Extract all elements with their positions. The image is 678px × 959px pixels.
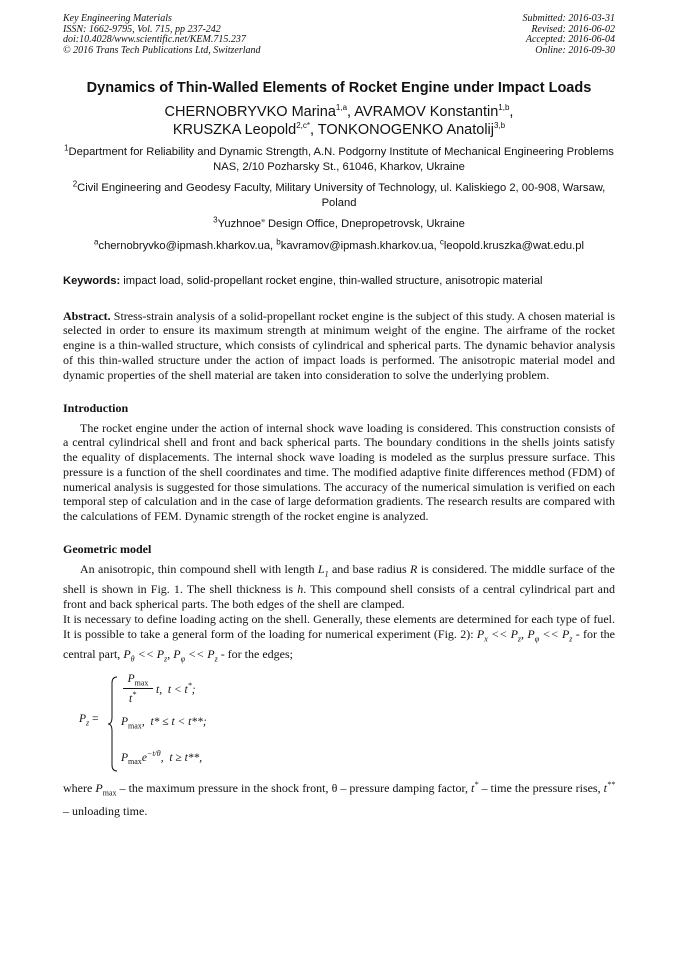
case2: $P_{max}$, t* ≤ t < t**; <box>121 716 207 731</box>
email-sup: a <box>94 236 99 246</box>
math-inline: $P_x << P_z$, $P_\varphi << P_z$ <box>476 626 573 644</box>
doi-line: doi:10.4028/www.scientific.net/KEM.715.237 <box>63 34 246 46</box>
abstract-label: Abstract. <box>63 308 111 323</box>
keywords-line <box>63 274 615 289</box>
paper-title: Dynamics of Thin-Walled Elements of Rocket Engine under Impact Loads <box>86 80 592 96</box>
text-run: - for the central part, <box>63 626 615 661</box>
email-sup: b <box>276 236 281 246</box>
fraction-bar <box>123 688 153 689</box>
pressure-formula <box>63 673 615 773</box>
text-run: It is necessary to define loading acting on the shell. Generally, these elements are determined for each type of fuel. It is possible to take a general form of the loading for numerical experiment (Fig. 2): <box>63 611 615 641</box>
math-symbol: h <box>297 582 304 597</box>
author-name: CHERNOBRYVKO Marina <box>164 103 336 120</box>
text-run: where <box>63 781 96 796</box>
author-name: TONKONOGENKO Anatolij <box>317 121 494 138</box>
paper-body <box>63 80 615 833</box>
formula-lhs: $P_z$ = <box>79 713 99 728</box>
journal-header-right <box>523 14 616 56</box>
section-heading-introduction: Introduction <box>63 400 129 415</box>
case1-cond-text: t < t <box>167 683 188 696</box>
geometric-model-paragraph-1 <box>63 562 615 612</box>
math-symbol: P <box>79 713 87 726</box>
text-run: – unloading time. <box>63 804 148 819</box>
author-separator: , <box>310 121 318 138</box>
author-affil-sup: 3,b <box>494 120 506 130</box>
math-subscript: z <box>86 718 90 728</box>
text-run: – the maximum pressure in the shock front, θ – pressure damping factor, <box>116 781 472 796</box>
text-run: is considered. The middle surface of the shell is shown in Fig. 1. The shell thickness is <box>63 562 615 597</box>
case1-denominator: t* <box>129 690 137 705</box>
math-symbol: P <box>121 751 129 764</box>
math-inline: $P_{max}$ <box>95 781 117 798</box>
author-separator: , <box>347 103 355 120</box>
author-affil-sup: 1,a <box>335 102 348 112</box>
author-list <box>63 103 615 139</box>
abstract-text: Stress-strain analysis of a solid-propellant rocket engine is the subject of this study. A chosen material is selected in order to ensure its maximum strength at minimum weight of the engine. The airframe of the rocket engine is a thin-walled structure, which consists of cylindrical and spherical parts. The dynamic behavior analysis of this thin-walled structure under the action of impact loads is performed. The anisotropic material model and dynamic properties of the shell material are taken into consideration to solve the underlying problem. <box>63 308 615 382</box>
text-run: An anisotropic, thin compound shell with length <box>80 562 318 577</box>
revised-date: Revised: 2016-06-02 <box>531 23 615 35</box>
affiliation-1 <box>63 142 615 175</box>
math-symbol: R <box>410 562 418 577</box>
author-name: AVRAMOV Konstantin <box>354 103 499 120</box>
affiliation-2 <box>63 181 615 211</box>
affiliation-sup: 1 <box>64 142 69 152</box>
case1-numerator <box>121 673 155 687</box>
accepted-date: Accepted: 2016-06-04 <box>525 34 615 46</box>
formula-explanation <box>63 775 615 821</box>
email-address[interactable]: kavramov@ipmash.kharkov.ua, <box>280 239 440 252</box>
online-date: Online: 2016-09-30 <box>535 44 615 56</box>
text-run: – time the pressure rises, <box>478 781 604 796</box>
affiliation-text: Yuzhnoe” Design Office, Dnepropetrovsk, Ukraine <box>217 218 465 231</box>
math-symbol: L <box>317 562 325 577</box>
math-subscript: max <box>134 678 149 688</box>
journal-header-left <box>63 14 261 56</box>
formula-brace <box>107 675 119 773</box>
case3: $P_{max}e^{-t/\theta}$, t ≥ t**, <box>121 749 203 767</box>
abstract-paragraph <box>63 309 615 383</box>
author-emails <box>63 236 615 254</box>
author-separator: , <box>509 103 514 120</box>
affiliation-sup: 2 <box>72 179 78 189</box>
math-inline: t* <box>471 780 479 796</box>
affiliation-3 <box>63 217 615 232</box>
math-inline: $P_\theta << P_z$, $P_\varphi << P_z$ <box>123 646 218 664</box>
author-name: KRUSZKA Leopold <box>172 121 297 138</box>
math-inline: t** <box>603 780 615 796</box>
copyright-line: © 2016 Trans Tech Publications Ltd, Switzerland <box>63 44 261 56</box>
math-subscript: 1 <box>324 569 329 579</box>
keywords-label: Keywords: <box>63 274 121 287</box>
text-run: and base radius <box>328 562 411 577</box>
case3-cond-text: t ≥ t** <box>169 751 200 764</box>
issn-line: ISSN: 1662-9795, Vol. 715, pp 237-242 <box>63 23 221 35</box>
math-subscript: max <box>128 721 142 731</box>
case1-cond: t, t < t*; <box>156 681 196 696</box>
keywords-text: impact load, solid-propellant rocket engine, thin-walled structure, anisotropic material <box>120 274 543 287</box>
email-address[interactable]: leopold.kruszka@wat.edu.pl <box>443 239 584 252</box>
math-symbol: P <box>121 716 129 729</box>
journal-name: Key Engineering Materials <box>63 13 172 24</box>
section-heading-geometric-model: Geometric model <box>63 542 152 557</box>
introduction-paragraph: The rocket engine under the action of internal shock wave loading is considered. This construction consists of a central cylindrical shell and front and back spherical parts. The boundary conditions in the shells joints satisfy the equality of displacements. The internal shock wave loading is modeled as the surplus pressure surface. This pressure is a function of the shell coordinates and time. The modified adaptive finite differences method (FDM) of numerical analysis is suggested for those simulations. The accuracy of the numerical simulation is verified on each temporal step of calculation and in the case of large deformation gradients. The research results are compared with the calculations of FEM. Dynamic strength of the rocket engine is analyzed. <box>63 420 615 524</box>
affiliation-sup: 3 <box>213 215 218 225</box>
text-run: . This compound shell consists of a central cylindrical part and front and back spherical parts. The both edges of the shell are clamped. <box>63 582 615 612</box>
affiliation-text: Civil Engineering and Geodesy Faculty, Military University of Technology, ul. Kaliskiego 2, 00-908, Warsaw, Poland <box>77 181 606 210</box>
geometric-model-paragraph-2 <box>63 612 615 667</box>
submitted-date: Submitted: 2016-03-31 <box>522 13 615 24</box>
author-affil-sup: 2,c* <box>296 120 310 130</box>
math-symbol: P <box>127 673 135 686</box>
email-sup: c <box>439 236 444 246</box>
author-affil-sup: 1,b <box>498 102 510 112</box>
case2-cond-text: t* ≤ t < t** <box>150 716 203 729</box>
math-subscript: max <box>128 757 142 767</box>
text-run: - for the edges; <box>217 646 293 661</box>
affiliation-text: Department for Reliability and Dynamic Strength, A.N. Podgorny Institute of Mechanical Engineering Problems NAS, 2/10 Pozharsky St., 61046, Kharkov, Ukraine <box>68 145 614 173</box>
email-address[interactable]: chernobryvko@ipmash.kharkov.ua, <box>98 239 277 252</box>
